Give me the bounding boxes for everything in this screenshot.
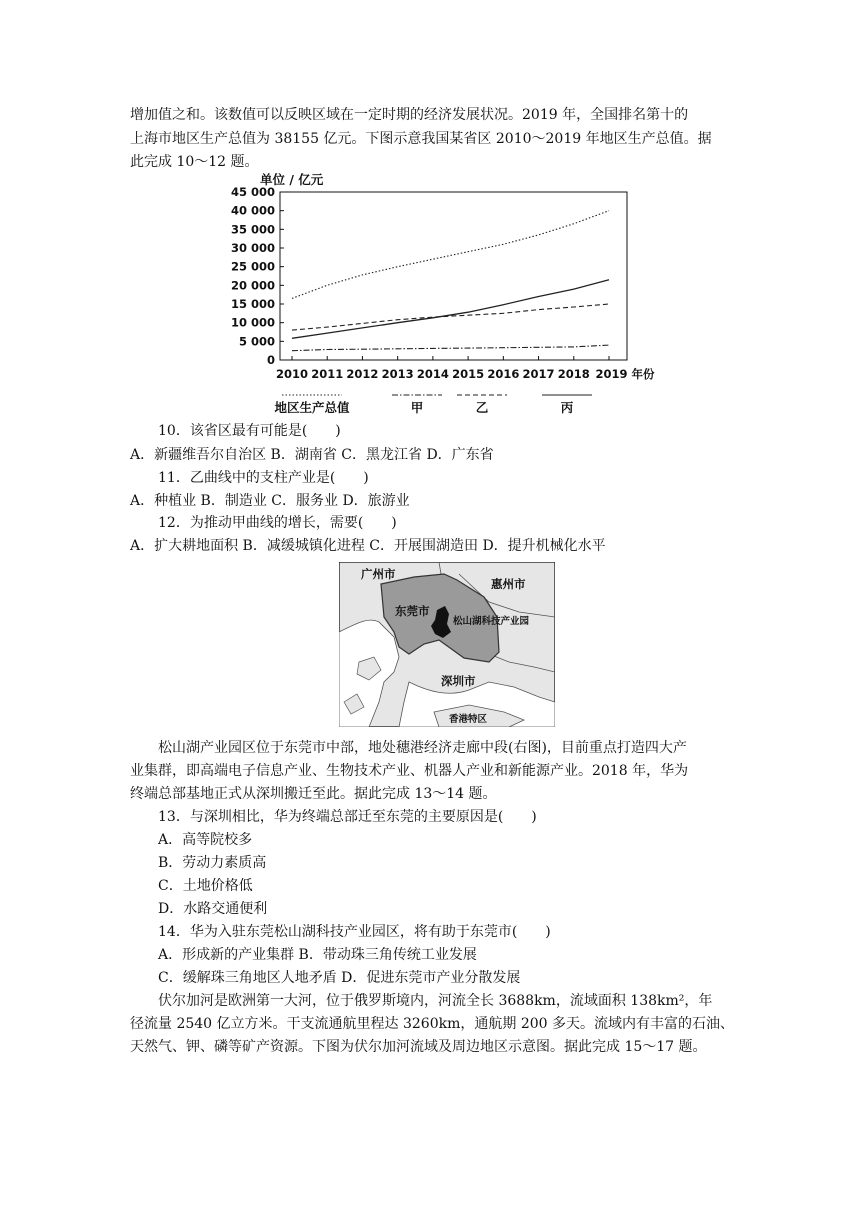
- q11-stem: 11．乙曲线中的支柱产业是( ): [158, 470, 369, 486]
- q10-options: A．新疆维吾尔自治区 B．湖南省 C．黑龙江省 D．广东省: [130, 447, 494, 463]
- label-hongkong: 香港特区: [449, 714, 488, 725]
- q10-stem: 10．该省区最有可能是( ): [158, 423, 341, 439]
- series-line-2: [292, 304, 609, 330]
- legend-label-1: 甲: [410, 400, 424, 415]
- series-line-1: [292, 345, 609, 351]
- legend-label-2: 乙: [475, 400, 489, 415]
- q13-option-c: C．土地价格低: [158, 878, 253, 894]
- x-tick-label: 2019 年份: [595, 367, 655, 381]
- q13-stem: 13．与深圳相比，华为终端总部迁至东莞的主要原因是( ): [158, 809, 537, 825]
- y-axis-label: 单位 / 亿元: [260, 172, 324, 187]
- q13-option-d: D．水路交通便利: [158, 901, 268, 917]
- label-park: 松山湖科技产业园: [453, 616, 530, 627]
- passage3-line-2: 径流量 2540 亿立方米。干支流通航里程达 3260km，通航期 200 多天。流域内有丰富的石油、: [130, 1016, 734, 1032]
- passage3-line-3: 天然气、钾、磷等矿产资源。下图为伏尔加河流域及周边地区示意图。据此完成 15～17 题。: [130, 1039, 707, 1055]
- q14-options-cd: C．缓解珠三角地区人地矛盾 D．促进东莞市产业分散发展: [158, 970, 521, 986]
- y-tick-label: 20 000: [230, 278, 275, 293]
- intro-line-2: 上海市地区生产总值为 38155 亿元。下图示意我国某省区 2010～2019 年地区生产总值。据: [130, 131, 712, 147]
- y-tick-label: 30 000: [230, 241, 275, 255]
- legend-label-0: 地区生产总值: [274, 400, 350, 415]
- chart-lines: [292, 211, 609, 351]
- q14-stem: 14．华为入驻东莞松山湖科技产业园区，将有助于东莞市( ): [158, 924, 551, 940]
- songshan-lake-map: [339, 562, 555, 727]
- label-guangzhou: 广州市: [361, 567, 396, 581]
- gdp-line-chart: [222, 172, 662, 418]
- intro-line-1: 增加值之和。该数值可以反映区域在一定时期的经济发展状况。2019 年，全国排名第十的: [130, 107, 689, 123]
- passage3-line-1: 伏尔加河是欧洲第一大河，位于俄罗斯境内，河流全长 3688km，流域面积 138km²，年: [158, 993, 713, 1009]
- y-tick-label: 15 000: [230, 297, 275, 311]
- x-tick-label: 2015: [452, 367, 485, 381]
- x-tick-label: 2016: [487, 367, 520, 381]
- q13-option-a: A．高等院校多: [158, 832, 253, 848]
- plot-frame: [280, 192, 627, 360]
- label-dongguan: 东莞市: [395, 604, 430, 618]
- intro-line-3: 此完成 10～12 题。: [130, 154, 259, 170]
- chart-axes: [231, 172, 655, 381]
- x-tick-label: 2014: [416, 367, 449, 381]
- x-tick-label: 2012: [346, 367, 379, 381]
- q12-stem: 12．为推动甲曲线的增长，需要( ): [158, 515, 397, 531]
- series-line-0: [292, 211, 609, 299]
- q12-options: A．扩大耕地面积 B．减缓城镇化进程 C．开展围湖造田 D．提升机械化水平: [130, 538, 606, 554]
- passage2-line-3: 终端总部基地正式从深圳搬迁至此。据此完成 13～14 题。: [130, 786, 497, 802]
- passage2-line-2: 业集群，即高端电子信息产业、生物技术产业、机器人产业和新能源产业。2018 年，华为: [130, 763, 689, 779]
- y-tick-label: 45 000: [230, 185, 275, 199]
- y-tick-label: 25 000: [230, 259, 275, 274]
- y-tick-label: 35 000: [230, 222, 275, 237]
- x-tick-label: 2017: [522, 367, 555, 381]
- q11-options: A．种植业 B．制造业 C．服务业 D．旅游业: [130, 493, 410, 509]
- q13-option-b: B．劳动力素质高: [158, 855, 267, 871]
- label-shenzhen: 深圳市: [441, 674, 476, 688]
- x-tick-label: 2018: [557, 367, 590, 381]
- x-tick-label: 2010: [275, 367, 309, 381]
- q14-options-ab: A．形成新的产业集群 B．带动珠三角传统工业发展: [158, 947, 477, 963]
- series-line-3: [292, 280, 609, 339]
- y-tick-label: 5 000: [238, 334, 275, 349]
- chart-legend: [274, 395, 592, 415]
- y-tick-label: 40 000: [230, 203, 275, 218]
- x-tick-label: 2013: [381, 367, 414, 381]
- y-tick-label: 10 000: [230, 315, 275, 330]
- passage2-line-1: 松山湖产业园区位于东莞市中部，地处穗港经济走廊中段(右图)，目前重点打造四大产: [158, 740, 687, 756]
- y-tick-label: 0: [266, 353, 275, 367]
- legend-label-3: 丙: [560, 400, 574, 415]
- label-huizhou: 惠州市: [491, 577, 526, 591]
- x-tick-label: 2011: [311, 367, 344, 381]
